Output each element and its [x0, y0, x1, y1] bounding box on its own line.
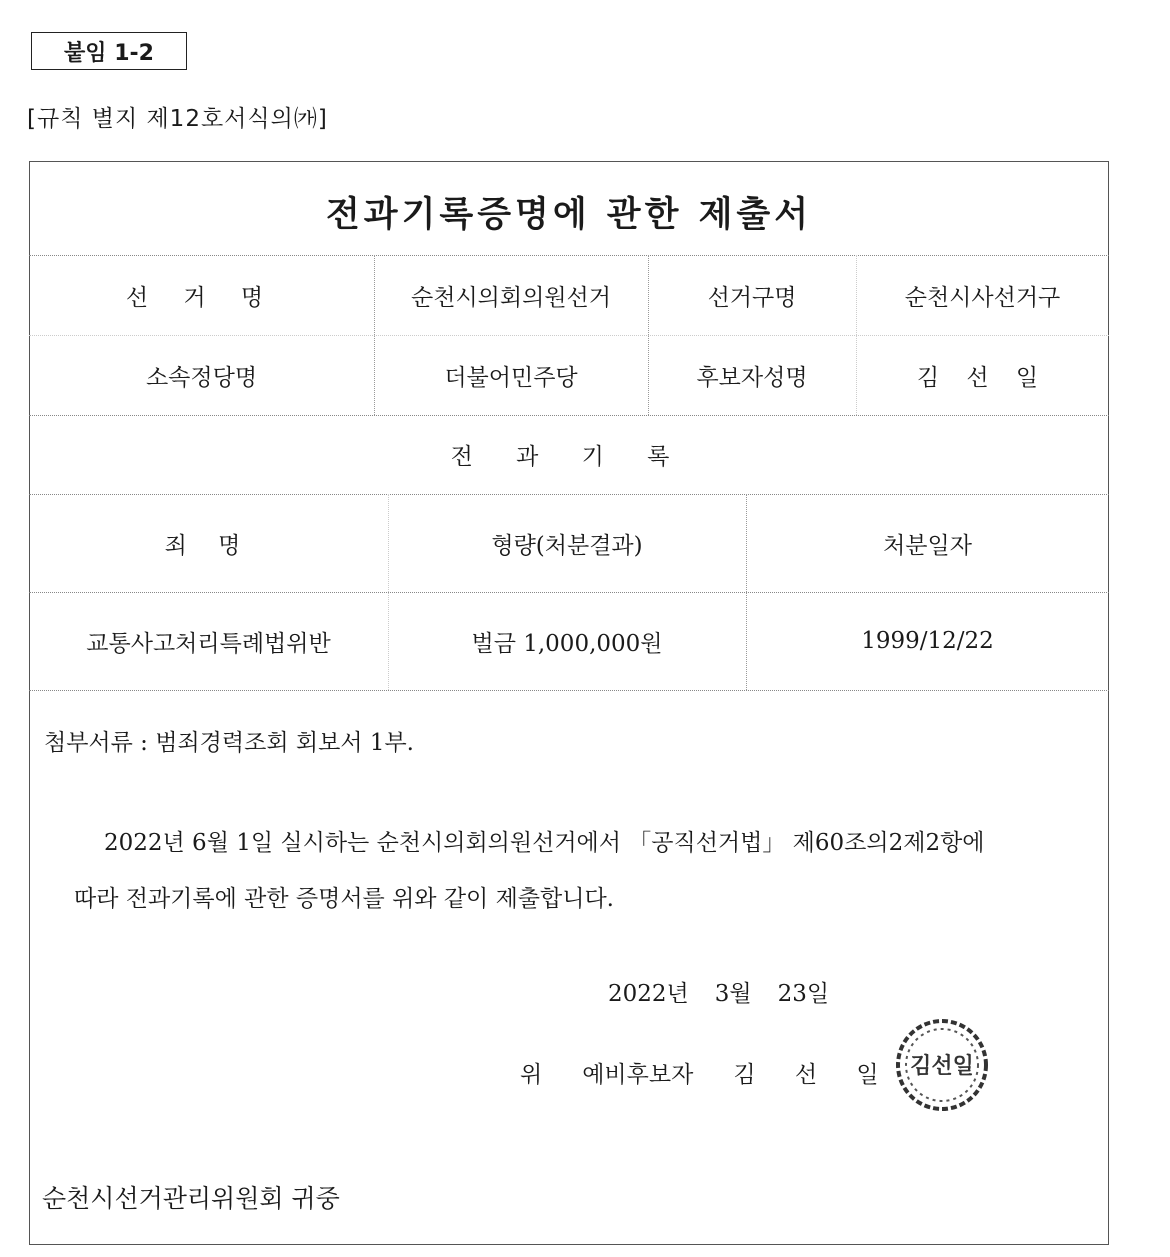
district-label: 선거구명: [707, 284, 797, 311]
seal-icon: [892, 1015, 992, 1115]
signer: [520, 1056, 935, 1089]
statement-line-1: 2022년 6월 1일 실시하는 순천시의회의원선거에서 「공직선거법」 제60조의2제2항에: [104, 830, 985, 856]
date-year: 2022년: [608, 981, 689, 1007]
date-month: 3월: [714, 981, 752, 1007]
submission-date: [608, 975, 855, 1008]
signer-role: 예비후보자: [582, 1062, 694, 1088]
rule-reference: [규칙 별지 제12호서식의㈎]: [27, 106, 328, 132]
statement-line-2: 따라 전과기록에 관한 증명서를 위와 같이 제출합니다.: [74, 886, 614, 912]
divider: [29, 690, 1109, 691]
attachment-tag: 붙임 1-2: [31, 32, 187, 70]
signer-position: 위: [520, 1062, 543, 1088]
attachments-note: 첨부서류 : 범죄경력조회 회보서 1부.: [44, 730, 414, 756]
column-header-date: 처분일자: [883, 532, 972, 559]
district-value: 순천시사선거구: [904, 284, 1061, 311]
signer-name: 김 선 일: [733, 1062, 895, 1088]
column-header-sentence: 형량(처분결과): [491, 532, 643, 559]
statement: [44, 815, 1094, 927]
column-header-crime: 죄 명: [164, 532, 253, 559]
election-name-label: 선 거 명: [125, 284, 278, 311]
addressee: 순천시선거관리위원회 귀중: [42, 1184, 340, 1213]
election-name-value: 순천시의회의원선거: [411, 284, 611, 311]
record-date: 1999/12/22: [861, 628, 994, 654]
party-value: 더불어민주당: [444, 364, 578, 391]
seal-text: 김선일: [910, 1054, 974, 1079]
form-title: 전과기록증명에 관한 제출서: [325, 194, 813, 235]
seal-stamp: [892, 1015, 992, 1115]
candidate-label: 후보자성명: [696, 364, 808, 391]
record-crime: 교통사고처리특례법위반: [86, 630, 331, 657]
record-section-title: 전 과 기 록: [450, 444, 688, 470]
candidate-value: 김 선 일: [916, 364, 1049, 391]
party-label: 소속정당명: [145, 364, 258, 391]
record-sentence: 벌금 1,000,000원: [471, 630, 663, 657]
date-day: 23일: [777, 981, 830, 1007]
